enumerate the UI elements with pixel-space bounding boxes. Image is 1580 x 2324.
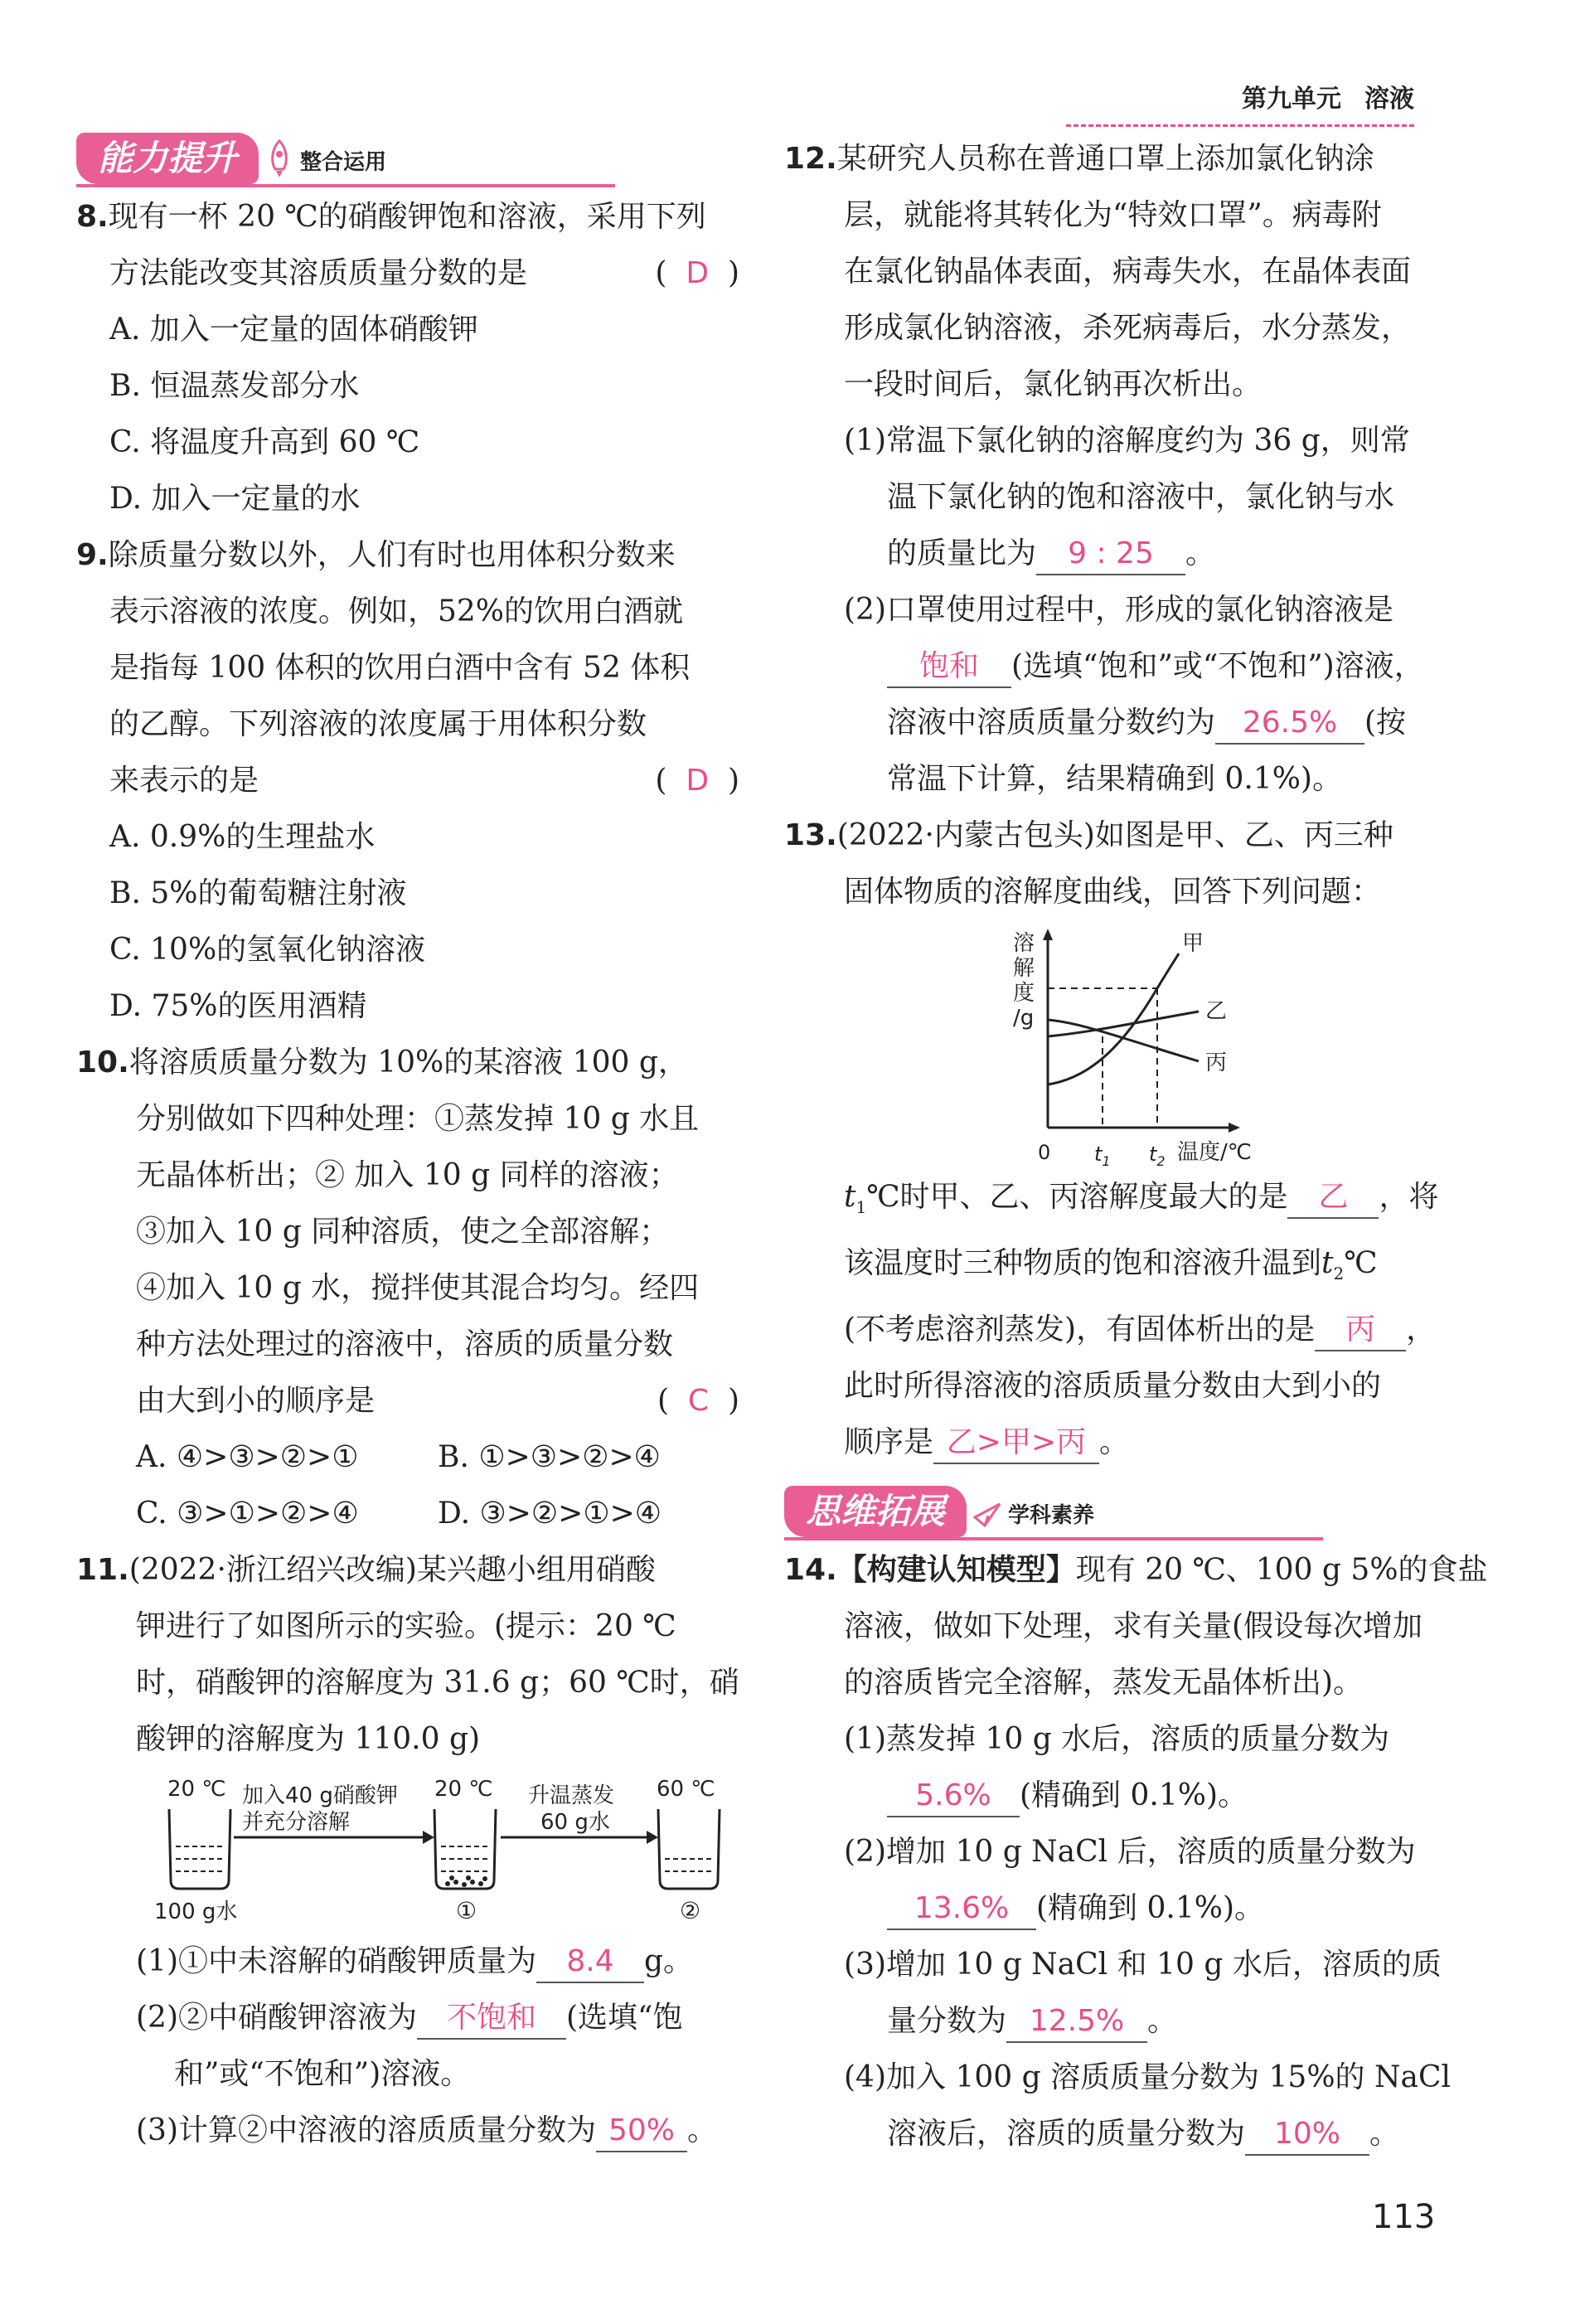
subquestion-text: (1)常温下氯化钠的溶解度约为 36 g，则常	[844, 424, 1410, 458]
question-number: 13.	[784, 818, 837, 852]
question-12	[784, 131, 1447, 808]
step1-label-line2: 并充分溶解	[242, 1810, 351, 1835]
subquestion-text: ，	[1406, 1312, 1437, 1347]
step2-label-line2: 60 g水	[540, 1810, 610, 1835]
question-text: 由大到小的顺序是	[136, 1384, 376, 1418]
answer-blank: 丙	[1315, 1310, 1406, 1351]
question-text: 钾进行了如图所示的实验。(提示：20 ℃	[136, 1609, 676, 1643]
page-header	[1219, 83, 1414, 116]
option: C. ③>①>②>④	[136, 1497, 359, 1531]
rocket-icon	[265, 139, 293, 179]
y-axis-arrow	[1043, 929, 1053, 940]
answer-blank: 5.6%	[887, 1776, 1020, 1817]
option: C. 将温度升高到 60 ℃	[109, 425, 420, 459]
question-number: 12.	[784, 142, 837, 176]
x-axis-arrow	[1229, 1123, 1240, 1133]
beaker-1-temp: 20 ℃	[434, 1777, 493, 1802]
subquestion-text: (精确到 0.1%)。	[1020, 1778, 1248, 1813]
question-text: 种方法处理过的溶液中，溶质的质量分数	[136, 1327, 674, 1361]
question-number: 14.	[784, 1553, 837, 1588]
beaker-0-temp: 20 ℃	[167, 1777, 226, 1802]
question-text: 现有 20 ℃、100 g 5%的食盐	[1075, 1553, 1488, 1588]
series-label-yi: 乙	[1205, 999, 1228, 1024]
question-text: 来表示的是	[109, 764, 259, 798]
option: D. 75%的医用酒精	[109, 989, 367, 1023]
question-text: 固体物质的溶解度曲线，回答下列问题：	[844, 875, 1382, 909]
option: D. ③>②>①>④	[438, 1497, 662, 1531]
question-text: 无晶体析出；② 加入 10 g 同样的溶液；	[136, 1158, 679, 1192]
answer-blank: 26.5%	[1215, 703, 1364, 745]
answer-choice: D	[686, 256, 710, 290]
question-text: ③加入 10 g 同种溶质，使之全部溶解；	[136, 1215, 670, 1249]
solubility-svg	[784, 920, 1447, 1169]
y-axis-label: /g	[1013, 1006, 1035, 1031]
answer-blank: 不饱和	[417, 1998, 566, 2040]
subquestion-text: 。	[1099, 1425, 1130, 1460]
question-text: 溶液，做如下处理，求有关量(假设每次增加	[844, 1609, 1423, 1644]
question-text: 是指每 100 体积的饮用白酒中含有 52 体积	[109, 651, 691, 685]
question-11	[76, 1542, 739, 2159]
question-text: 一段时间后，氯化钠再次析出。	[844, 367, 1263, 401]
section-banner-ability	[76, 124, 739, 184]
right-column	[784, 131, 1488, 2162]
experiment-diagram	[76, 1768, 739, 1933]
step2-label-line1: 升温蒸发	[528, 1783, 615, 1808]
subquestion-text: 量分数为	[887, 2004, 1007, 2039]
t2-subscript: 2	[1333, 1264, 1345, 1284]
subquestion-text: 此时所得溶液的溶质质量分数由大到小的	[844, 1369, 1382, 1404]
section-banner-thinking	[784, 1477, 1447, 1537]
banner-underline	[784, 1537, 1323, 1540]
series-label-jia: 甲	[1182, 931, 1204, 956]
option: B. 恒温蒸发部分水	[109, 369, 360, 403]
beaker-2-temp: 60 ℃	[657, 1777, 715, 1802]
subquestion-text: ℃	[1344, 1246, 1378, 1281]
subquestion-text: 顺序是	[844, 1425, 934, 1460]
arrow-head	[423, 1831, 434, 1844]
subquestion-text: (选填“饱和”或“不饱和”)溶液，	[1011, 649, 1424, 683]
question-number: 9.	[76, 538, 109, 572]
x-axis-label: 温度/℃	[1177, 1140, 1252, 1165]
option: A. 加入一定量的固体硝酸钾	[109, 313, 478, 347]
answer-choice: D	[686, 764, 710, 798]
banner-subtitle: 学科素养	[1008, 1503, 1095, 1529]
subquestion-text: (1)①中未溶解的硝酸钾质量为	[136, 1944, 536, 1978]
y-axis-label: 解	[1013, 956, 1035, 981]
page-number: 113	[1372, 2198, 1436, 2236]
question-text: 方法能改变其溶质质量分数的是	[109, 256, 528, 290]
subquestion-text: (1)蒸发掉 10 g 水后，溶质的质量分数为	[844, 1722, 1390, 1757]
beaker-1-label: ①	[456, 1897, 477, 1924]
question-text: 在氯化钠晶体表面，病毒失水，在晶体表面	[844, 255, 1412, 289]
t1-subscript: 1	[855, 1197, 867, 1218]
option-row	[76, 1486, 739, 1542]
subquestion-text: (按	[1364, 706, 1407, 740]
question-tag: 【构建认知模型】	[836, 1553, 1076, 1588]
subquestion-text: (4)加入 100 g 溶质质量分数为 15%的 NaCl	[844, 2060, 1452, 2095]
subquestion-text: (不考虑溶剂蒸发)，有固体析出的是	[844, 1312, 1316, 1347]
question-text: (2022·浙江绍兴改编)某兴趣小组用硝酸	[128, 1553, 656, 1587]
subquestion-text: (2)增加 10 g NaCl 后，溶质的质量分数为	[844, 1835, 1416, 1870]
subquestion-text: (3)增加 10 g NaCl 和 10 g 水后，溶质的质	[844, 1948, 1442, 1982]
option: B. ①>③>②>④	[438, 1440, 661, 1474]
arrow-head	[647, 1831, 658, 1844]
subquestion-text: (2)口罩使用过程中，形成的氯化钠溶液是	[844, 593, 1393, 627]
t2-symbol: t	[1321, 1246, 1334, 1281]
subquestion-text: (3)计算②中溶液的溶质质量分数为	[136, 2113, 596, 2147]
subquestion-text: 。	[1185, 536, 1216, 570]
subquestion-text: 。	[1369, 2117, 1400, 2152]
question-9	[76, 527, 739, 1035]
subquestion-text: (2)②中硝酸钾溶液为	[136, 2001, 417, 2035]
question-text: 时，硝酸钾的溶解度为 31.6 g；60 ℃时，硝	[136, 1666, 739, 1700]
answer-blank: 12.5%	[1006, 2001, 1147, 2043]
subquestion-text: 溶液后，溶质的质量分数为	[887, 2117, 1246, 2152]
question-text: ④加入 10 g 水，搅拌使其混合均匀。经四	[136, 1271, 700, 1305]
answer-blank: 13.6%	[887, 1889, 1036, 1930]
answer-blank: 饱和	[887, 647, 1011, 688]
header-divider	[1066, 124, 1414, 127]
step1-label-line1: 加入40 g硝酸钾	[242, 1783, 398, 1808]
subquestion-text: ℃时甲、乙、丙溶解度最大的是	[866, 1180, 1288, 1214]
question-text: 除质量分数以外，人们有时也用体积分数来	[108, 538, 676, 572]
answer-blank: 乙>甲>丙	[933, 1423, 1099, 1464]
answer-blank: 10%	[1245, 2114, 1369, 2156]
question-text: 层，就能将其转化为“特效口罩”。病毒附	[844, 198, 1382, 232]
banner-underline	[76, 184, 615, 187]
question-text: 的溶质皆完全溶解，蒸发无晶体析出)。	[844, 1666, 1364, 1701]
answer-blank: 乙	[1287, 1177, 1379, 1219]
question-8	[76, 189, 739, 527]
question-10	[76, 1035, 739, 1542]
option-row	[76, 1429, 739, 1486]
question-number: 11.	[76, 1553, 129, 1587]
question-14	[784, 1542, 1488, 2162]
tick-t1: $t_1$	[1094, 1143, 1111, 1169]
question-text: 现有一杯 20 ℃的硝酸钾饱和溶液，采用下列	[108, 200, 706, 234]
option: A. ④>③>②>①	[136, 1440, 359, 1474]
banner-title: 能力提升	[76, 133, 259, 184]
subquestion-text: 常温下计算，结果精确到 0.1%)。	[887, 762, 1342, 796]
question-text: 的乙醇。下列溶液的浓度属于用体积分数	[109, 707, 647, 741]
question-number: 10.	[76, 1046, 129, 1080]
question-text: 分别做如下四种处理：①蒸发掉 10 g 水且	[136, 1102, 700, 1136]
option: B. 5%的葡萄糖注射液	[109, 876, 407, 910]
answer-paren: ( C )	[657, 1384, 739, 1418]
solubility-chart	[784, 920, 1447, 1169]
t1-symbol: t	[844, 1180, 856, 1214]
beaker-0-label: 100 g水	[154, 1899, 238, 1924]
subquestion-text: 该温度时三种物质的饱和溶液升温到	[844, 1246, 1322, 1281]
series-label-bing: 丙	[1205, 1050, 1228, 1075]
tick-t2: $t_2$	[1149, 1143, 1166, 1169]
subquestion-text: 。	[687, 2113, 718, 2147]
beaker-2	[658, 1809, 720, 1889]
answer-blank: 50%	[596, 2111, 687, 2152]
question-text: 酸钾的溶解度为 110.0 g)	[136, 1722, 481, 1756]
beaker-0	[169, 1809, 230, 1889]
question-number: 8.	[76, 200, 109, 234]
beaker-2-label: ②	[680, 1897, 701, 1924]
question-text: 形成氯化钠溶液，杀死病毒后，水分蒸发，	[844, 311, 1412, 345]
subquestion-text: 和”或“不饱和”)溶液。	[174, 2057, 471, 2091]
left-column	[76, 124, 739, 2159]
banner-title: 思维拓展	[784, 1486, 967, 1537]
subquestion-text: 的质量比为	[887, 536, 1037, 570]
subquestion-text: (精确到 0.1%)。	[1036, 1891, 1264, 1926]
option: C. 10%的氢氧化钠溶液	[109, 933, 426, 967]
answer-blank: 9 : 25	[1036, 534, 1185, 575]
banner-subtitle: 整合运用	[300, 150, 387, 175]
beaker-1	[434, 1809, 496, 1889]
option: D. 加入一定量的水	[109, 482, 361, 516]
question-text: 表示溶液的浓度。例如，52%的饮用白酒就	[109, 594, 684, 628]
question-13	[784, 808, 1447, 1471]
paper-plane-icon	[973, 1492, 1001, 1532]
y-axis-label: 溶	[1013, 931, 1035, 956]
subquestion-text: ，将	[1379, 1180, 1439, 1214]
question-text: 某研究人员称在普通口罩上添加氯化钠涂	[836, 142, 1374, 176]
experiment-svg	[76, 1768, 739, 1933]
subquestion-text: 溶液中溶质质量分数约为	[887, 706, 1216, 740]
topic-label: 溶液	[1364, 85, 1414, 114]
answer-choice: C	[687, 1384, 710, 1418]
origin-label: 0	[1038, 1141, 1051, 1164]
answer-blank: 8.4	[536, 1942, 644, 1983]
unit-label: 第九单元	[1242, 85, 1341, 114]
answer-paren: ( D )	[655, 764, 739, 798]
subquestion-text: g。	[644, 1944, 694, 1978]
subquestion-text: 温下氯化钠的饱和溶液中，氯化钠与水	[887, 480, 1395, 514]
question-text: (2022·内蒙古包头)如图是甲、乙、丙三种	[836, 818, 1393, 852]
question-text: 将溶质质量分数为 10%的某溶液 100 g，	[128, 1046, 688, 1080]
subquestion-text: (选填“饱	[566, 2001, 683, 2035]
option: A. 0.9%的生理盐水	[109, 820, 376, 854]
answer-paren: ( D )	[655, 256, 739, 290]
subquestion-text: 。	[1147, 2004, 1178, 2039]
y-axis-label: 度	[1013, 981, 1035, 1006]
